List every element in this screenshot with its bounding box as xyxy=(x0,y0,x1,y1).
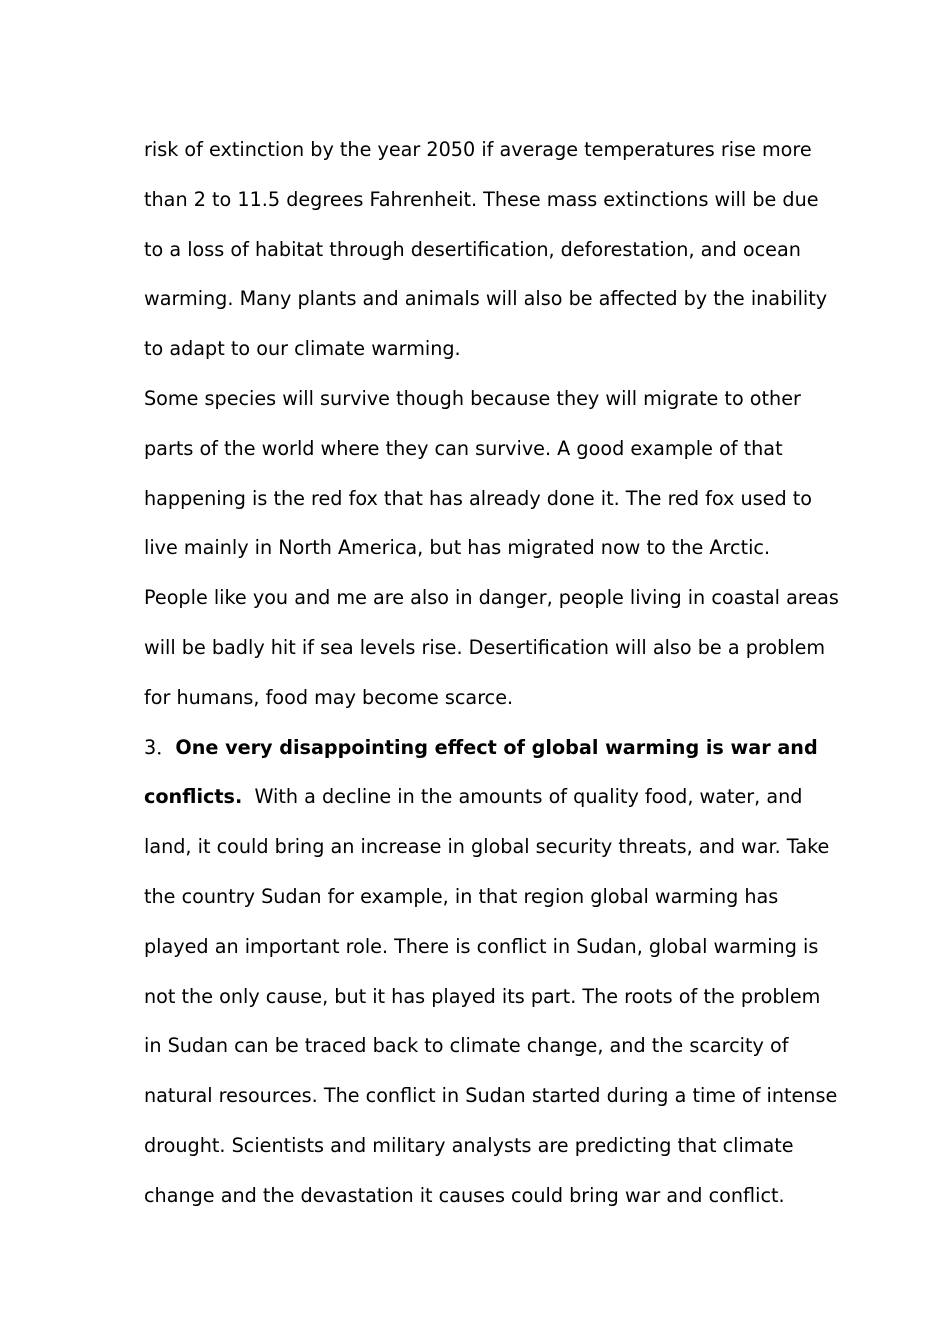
text-line: change and the devastation it causes could bring war and conflict. xyxy=(144,1183,785,1207)
text-line: the country Sudan for example, in that region global warming has xyxy=(144,884,779,908)
text-line: warming. Many plants and animals will also be affected by the inability xyxy=(144,287,828,311)
document-body xyxy=(144,125,839,1221)
text-line: risk of extinction by the year 2050 if average temperatures rise more xyxy=(144,138,812,161)
section-number: 3． xyxy=(144,735,176,759)
text-line xyxy=(144,772,824,822)
section-heading-continued: conflicts. xyxy=(144,785,243,809)
section-heading: One very disappointing effect of global warming is war and xyxy=(175,735,818,759)
text-line: played an important role. There is conflict in Sudan, global warming is xyxy=(144,934,819,958)
text-line: happening is the red fox that has already done it. The red fox used to xyxy=(144,486,813,510)
text-line: than 2 to 11.5 degrees Fahrenheit. These mass extinctions will be due xyxy=(144,187,819,211)
text-line: to adapt to our climate warming. xyxy=(144,337,461,361)
text-line: live mainly in North America, but has migrated now to the Arctic. xyxy=(144,536,771,560)
text-line: will be badly hit if sea levels rise. Desertification will also be a problem xyxy=(144,635,826,659)
text-line: drought. Scientists and military analysts are predicting that climate xyxy=(144,1133,794,1157)
text-line: in Sudan can be traced back to climate change, and the scarcity of xyxy=(144,1034,789,1058)
text-line: land, it could bring an increase in global security threats, and war. Take xyxy=(144,835,830,859)
text-line: Some species will survive though because they will migrate to other xyxy=(144,386,801,410)
text-line: to a loss of habitat through desertification, deforestation, and ocean xyxy=(144,237,801,261)
section-heading-line xyxy=(144,723,824,773)
text-run: With a decline in the amounts of quality food, water, and xyxy=(242,785,803,809)
text-line: for humans, food may become scarce. xyxy=(144,685,514,709)
paragraph-extinction xyxy=(144,125,828,374)
text-line: parts of the world where they can survive. A good example of that xyxy=(144,436,783,460)
text-line: not the only cause, but it has played its part. The roots of the problem xyxy=(144,984,821,1008)
text-line: People like you and me are also in danger, people living in coastal areas xyxy=(144,586,839,610)
section-3-war-and-conflicts xyxy=(144,723,838,1221)
text-line: natural resources. The conflict in Sudan started during a time of intense xyxy=(144,1084,838,1108)
paragraph-migration xyxy=(144,374,839,723)
